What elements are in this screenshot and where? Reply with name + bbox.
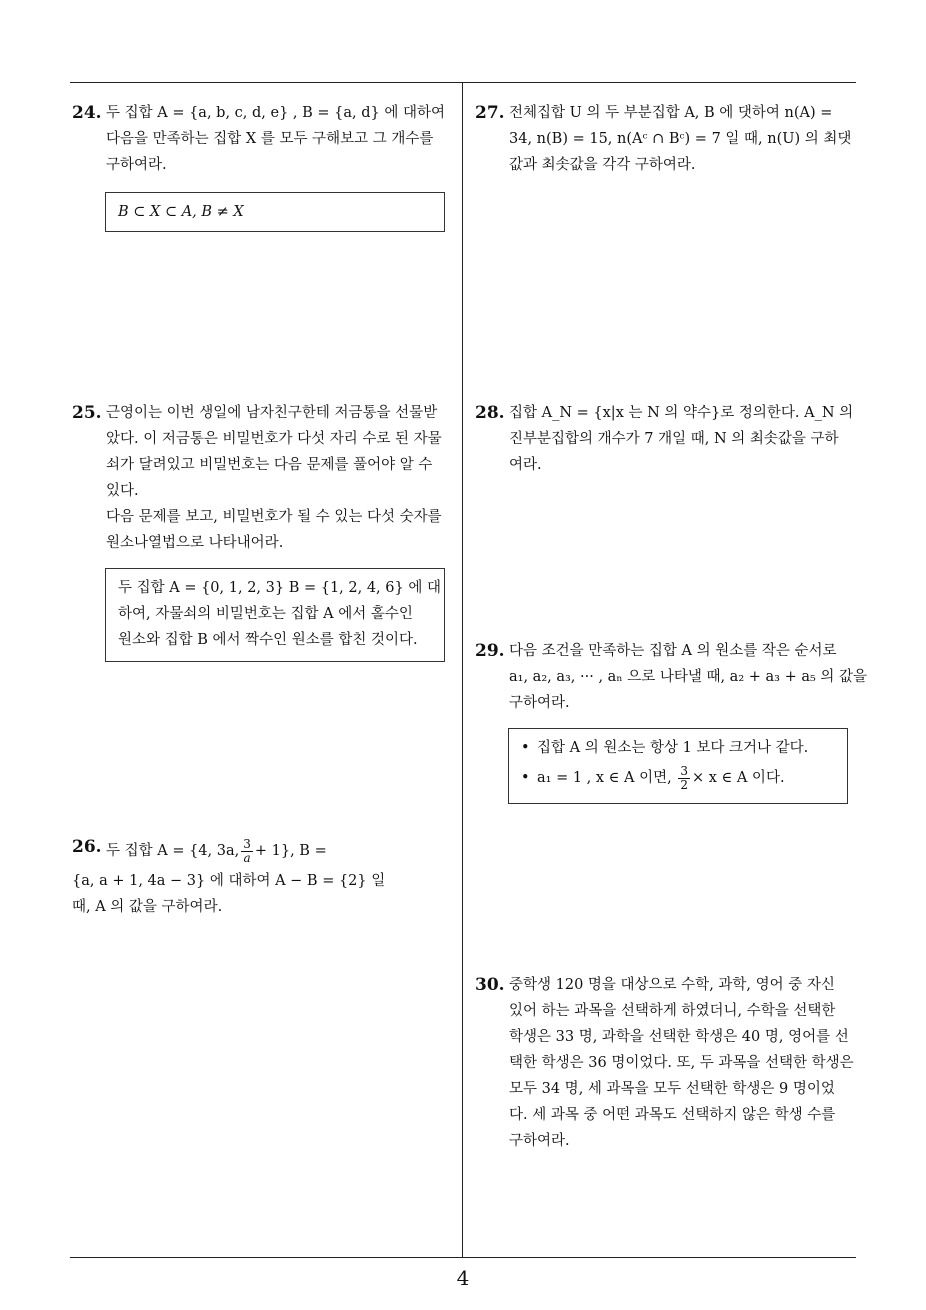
bottom-rule [70,1257,856,1258]
problem-number: 24. [72,103,102,123]
problem-text-line: 학생은 33 명, 과학을 선택한 학생은 40 명, 영어를 선 [509,1029,849,1045]
problem-text-line: 았다. 이 저금통은 비밀번호가 다섯 자리 수로 된 자물 [106,431,442,447]
bullet-text: a₁ = 1 , x ∈ A 이면, [537,770,672,786]
problem-text-line: 구하여라. [509,695,570,711]
problem-text-line: 다음 조건을 만족하는 집합 A 의 원소를 작은 순서로 [509,643,837,659]
problem-text-line: 다. 세 과목 중 어떤 과목도 선택하지 않은 학생 수를 [509,1107,836,1123]
problem-text-line: 값과 최솟값을 각각 구하여라. [509,157,696,173]
problem-25 [72,400,462,556]
problem-text-line: 있다. [106,483,139,499]
problem-number: 26. [72,837,102,857]
problem-text-line: a₁, a₂, a₃, ··· , aₙ 으로 나타낼 때, a₂ + a₃ + a₅ 의 값을 [509,669,868,685]
column-divider [462,83,463,1258]
problem-30 [475,972,865,1154]
problem-number: 25. [72,403,102,423]
condition-bullet: • a₁ = 1 , x ∈ A 이면, $\frac{3}{2}$ × x ∈ A 이다. [521,763,785,792]
problem-text-line: 근영이는 이번 생일에 남자친구한테 저금통을 선물받 [106,405,438,421]
fraction [241,838,253,865]
problem-text-line [106,834,462,868]
problem-text-line: 다음을 만족하는 집합 X 를 모두 구해보고 그 개수를 [106,131,434,147]
fraction [678,765,690,792]
problem-text-line: 구하여라. [106,157,167,173]
fraction-numerator: 3 [243,836,251,851]
condition-box [105,192,445,232]
problem-text-line: 34, n(B) = 15, n(Aᶜ ∩ Bᶜ) = 7 일 때, n(U) 의 최댓 [509,131,852,147]
problem-number: 28. [475,403,505,423]
problem-number: 29. [475,641,505,661]
problem-text-line: 모두 34 명, 세 과목을 모두 선택한 학생은 9 명이었 [509,1081,835,1097]
problem-number: 30. [475,975,505,995]
problem-text-line: 있어 하는 과목을 선택하게 하였더니, 수학을 선택한 [509,1003,836,1019]
problem-text-line: 집합 A_N = {x|x 는 N 의 약수}로 정의한다. A_N 의 [509,405,854,421]
problem-26 [72,834,462,920]
problem-text-line: 중학생 120 명을 대상으로 수학, 과학, 영어 중 자신 [509,977,835,993]
fraction-denominator: 2 [680,777,688,792]
problem-24 [72,100,462,178]
problem-text-line: 때, A 의 값을 구하여라. [72,899,223,915]
problem-text-line: 전체집합 U 의 두 부분집합 A, B 에 댓하여 n(A) = [509,105,833,121]
condition-bullet: • 집합 A 의 원소는 항상 1 보다 크거나 같다. [521,740,809,756]
problem-27 [475,100,865,178]
condition-text: 두 집합 A = {0, 1, 2, 3} B = {1, 2, 4, 6} 에 대 [118,580,441,596]
problem-29 [475,638,868,716]
problem-text-line: 쇠가 달려있고 비밀번호는 다음 문제를 풀어야 알 수 [106,457,433,473]
condition-box [105,568,445,662]
problem-text-line: 두 집합 A = {a, b, c, d, e} , B = {a, d} 에 대하여 [106,105,446,121]
fraction-numerator: 3 [680,763,688,778]
problem-text-line: 진부분집합의 개수가 7 개일 때, N 의 최솟값을 구하 [509,431,839,447]
problem-text-line: 여라. [509,457,542,473]
problem-text-line: {a, a + 1, 4a − 3} 에 대하여 A − B = {2} 일 [72,873,386,889]
condition-text: 원소와 집합 B 에서 짝수인 원소를 합친 것이다. [118,632,418,648]
problem-number: 27. [475,103,505,123]
page-number: 4 [456,1266,470,1290]
bullet-text: 집합 A 의 원소는 항상 1 보다 크거나 같다. [537,740,809,756]
fraction-denominator: a [243,850,251,865]
math-text: + 1}, B = [254,843,327,859]
top-rule [70,82,856,83]
problem-text-line: 구하여라. [509,1133,570,1149]
problem-28 [475,400,865,478]
condition-box [508,728,848,804]
problem-text-line: 다음 문제를 보고, 비밀번호가 될 수 있는 다섯 숫자를 [106,509,442,525]
condition-text: 하여, 자물쇠의 비밀번호는 집합 A 에서 홀수인 [118,606,413,622]
math-text: 두 집합 A = {4, 3a, [106,843,240,859]
bullet-text: × x ∈ A 이다. [691,770,785,786]
problem-text-line: 원소나열법으로 나타내어라. [106,535,284,551]
condition-text: B ⊂ X ⊂ A, B ≠ X [118,204,244,220]
problem-text-line: 택한 학생은 36 명이었다. 또, 두 과목을 선택한 학생은 [509,1055,854,1071]
